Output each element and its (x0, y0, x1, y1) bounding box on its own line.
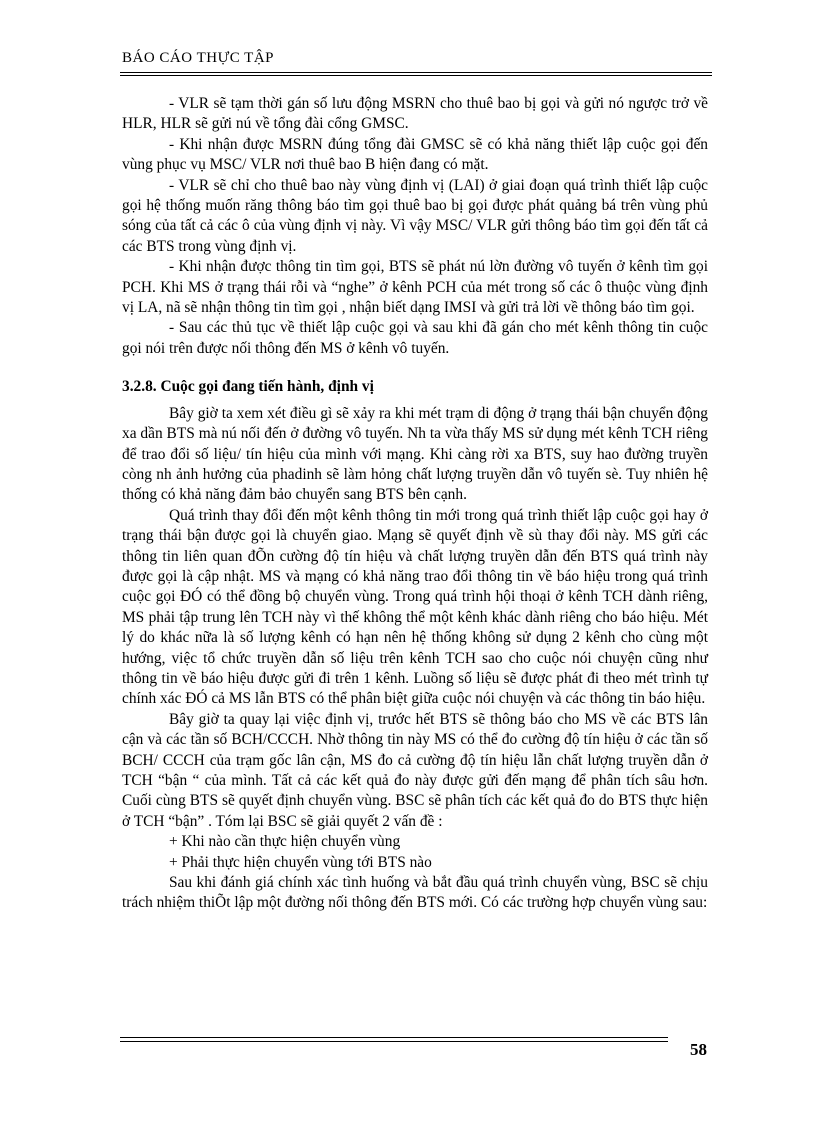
paragraph: Sau khi đánh giá chính xác tình huống và bắt đầu quá trình chuyển vùng, BSC sẽ chịu trách nhiệm thiÕt lập một đường nối thông đến BTS mới. Có các trường hợp chuyển vùng sau: (122, 874, 708, 912)
paragraph: - Khi nhận được MSRN đúng tổng đài GMSC sẽ có khả năng thiết lập cuộc gọi đến vùng phục vụ MSC/ VLR nơi thuê bao B hiện đang có mặt. (122, 135, 708, 174)
footer-rule-top (120, 1037, 668, 1038)
paragraph: - VLR sẽ tạm thời gán số lưu động MSRN cho thuê bao bị gọi và gửi nó ngược trở về HLR, HLR sẽ gửi nú về tổng đài cổng GMSC. (122, 95, 708, 133)
section-heading: 3.2.8. Cuộc gọi đang tiến hành, định vị (122, 378, 374, 396)
header-rule-bottom (120, 75, 712, 76)
paragraph: Bây giờ ta xem xét điều gì sẽ xảy ra khi mét trạm di động ở trạng thái bận chuyển động xa dần BTS mà nú nối đến ở đường vô tuyến. Nh ta vừa thấy MS sử dụng mét kênh TCH riêng để trao đổi số liệu/ tín hiệu của mình với mạng. Khi càng rời xa BTS, suy hao đường truyền còng nh ảnh hưởng của phadinh sẽ làm hỏng chất lượng truyền dẫn vô tuyến sè. Tuy nhiên hệ thống có khả năng đảm bảo chuyển sang BTS bên cạnh. (122, 404, 708, 504)
paragraph: Bây giờ ta quay lại việc định vị, trước hết BTS sẽ thông báo cho MS về các BTS lân cận và các tần số BCH/CCCH. Nhờ thông tin này MS có thể đo cường độ tín hiệu ở các tần số BCH/ CCCH của trạm gốc lân cận, MS đo cả cường độ tín hiệu lẫn chất lượng truyền dẫn ở TCH “bận “ của mình. Tất cả các kết quả đo này được gửi đến mạng để phân tích sâu hơn. Cuối cùng BTS sẽ quyết định chuyển vùng. BSC sẽ phân tích các kết quả đo do BTS thực hiện ở TCH “bận” . Tóm lại BSC sẽ giải quyết 2 vấn đề : (122, 710, 708, 830)
paragraph: - VLR sẽ chỉ cho thuê bao này vùng định vị (LAI) ở giai đoạn quá trình thiết lập cuộc gọi hệ thống muốn răng thông báo tìm gọi thuê bao bị gọi được phát quảng bá trên vùng phủ sóng của tất cả các ô của vùng định vị này. Vì vậy MSC/ VLR gửi thông báo tìm gọi đến tất cả các BTS trong vùng định vị. (122, 176, 708, 255)
paragraph: - Sau các thủ tục về thiết lập cuộc gọi và sau khi đã gán cho mét kênh thông tin cuộc gọi nói trên được nối thông đến MS ở kênh vô tuyến. (122, 319, 708, 357)
footer-rule-bottom (120, 1041, 668, 1042)
page-number: 58 (690, 1040, 707, 1059)
bullet-item: + Khi nào cần thực hiện chuyển vùng (169, 833, 401, 851)
paragraph: - Khi nhận được thông tin tìm gọi, BTS sẽ phát nú lờn đường vô tuyến ở kênh tìm gọi PCH. Khi MS ở trạng thái rỗi và “nghe” ở kênh PCH của mét trong số các ô thuộc vùng định vị LA, nã sẽ nhận thông tin tìm gọi , nhận biết dạng IMSI và gửi trả lời về thông báo tìm gọi. (122, 258, 708, 317)
page-header-title: BÁO CÁO THỰC TẬP (122, 50, 275, 66)
bullet-item: + Phải thực hiện chuyển vùng tới BTS nào (169, 853, 432, 871)
header-rule-top (120, 72, 712, 73)
page-body (122, 94, 708, 914)
paragraph: Quá trình thay đổi đến một kênh thông tin mới trong quá trình thiết lập cuộc gọi hay ở trạng thái bận được gọi là chuyển giao. Mạng sẽ quyết định về sù thay đổi này. MS gửi các thông tin liên quan đÕn cường độ tín hiệu và chất lượng truyền dẫn đến BTS quá trình này được gọi là cập nhật. MS và mạng có khả năng trao đổi thông tin về báo hiệu trong quá trình cuộc gọi ĐÓ có thể đồng bộ chuyển vùng. Trong quá trình hội thoại ở kênh TCH dành riêng, MS phải tập trung lên TCH này vì thế không thể một kênh khác dành riêng cho báo hiệu. Mét lý do khác nữa là số lượng kênh có hạn nên hệ thống không sử dụng 2 kênh cho cùng một hướng, việc tổ chức truyền dẫn số liệu trên kênh TCH sao cho cuộc nói chuyện cũng như thông tin về báo hiệu được gửi đi trên 1 kênh. Luồng số liệu sẽ được phát đi theo mét trình tự chính xác ĐÓ cả MS lẫn BTS có thể phân biệt giữa cuộc nói chuyện và các thông tin báo hiệu. (122, 506, 708, 708)
